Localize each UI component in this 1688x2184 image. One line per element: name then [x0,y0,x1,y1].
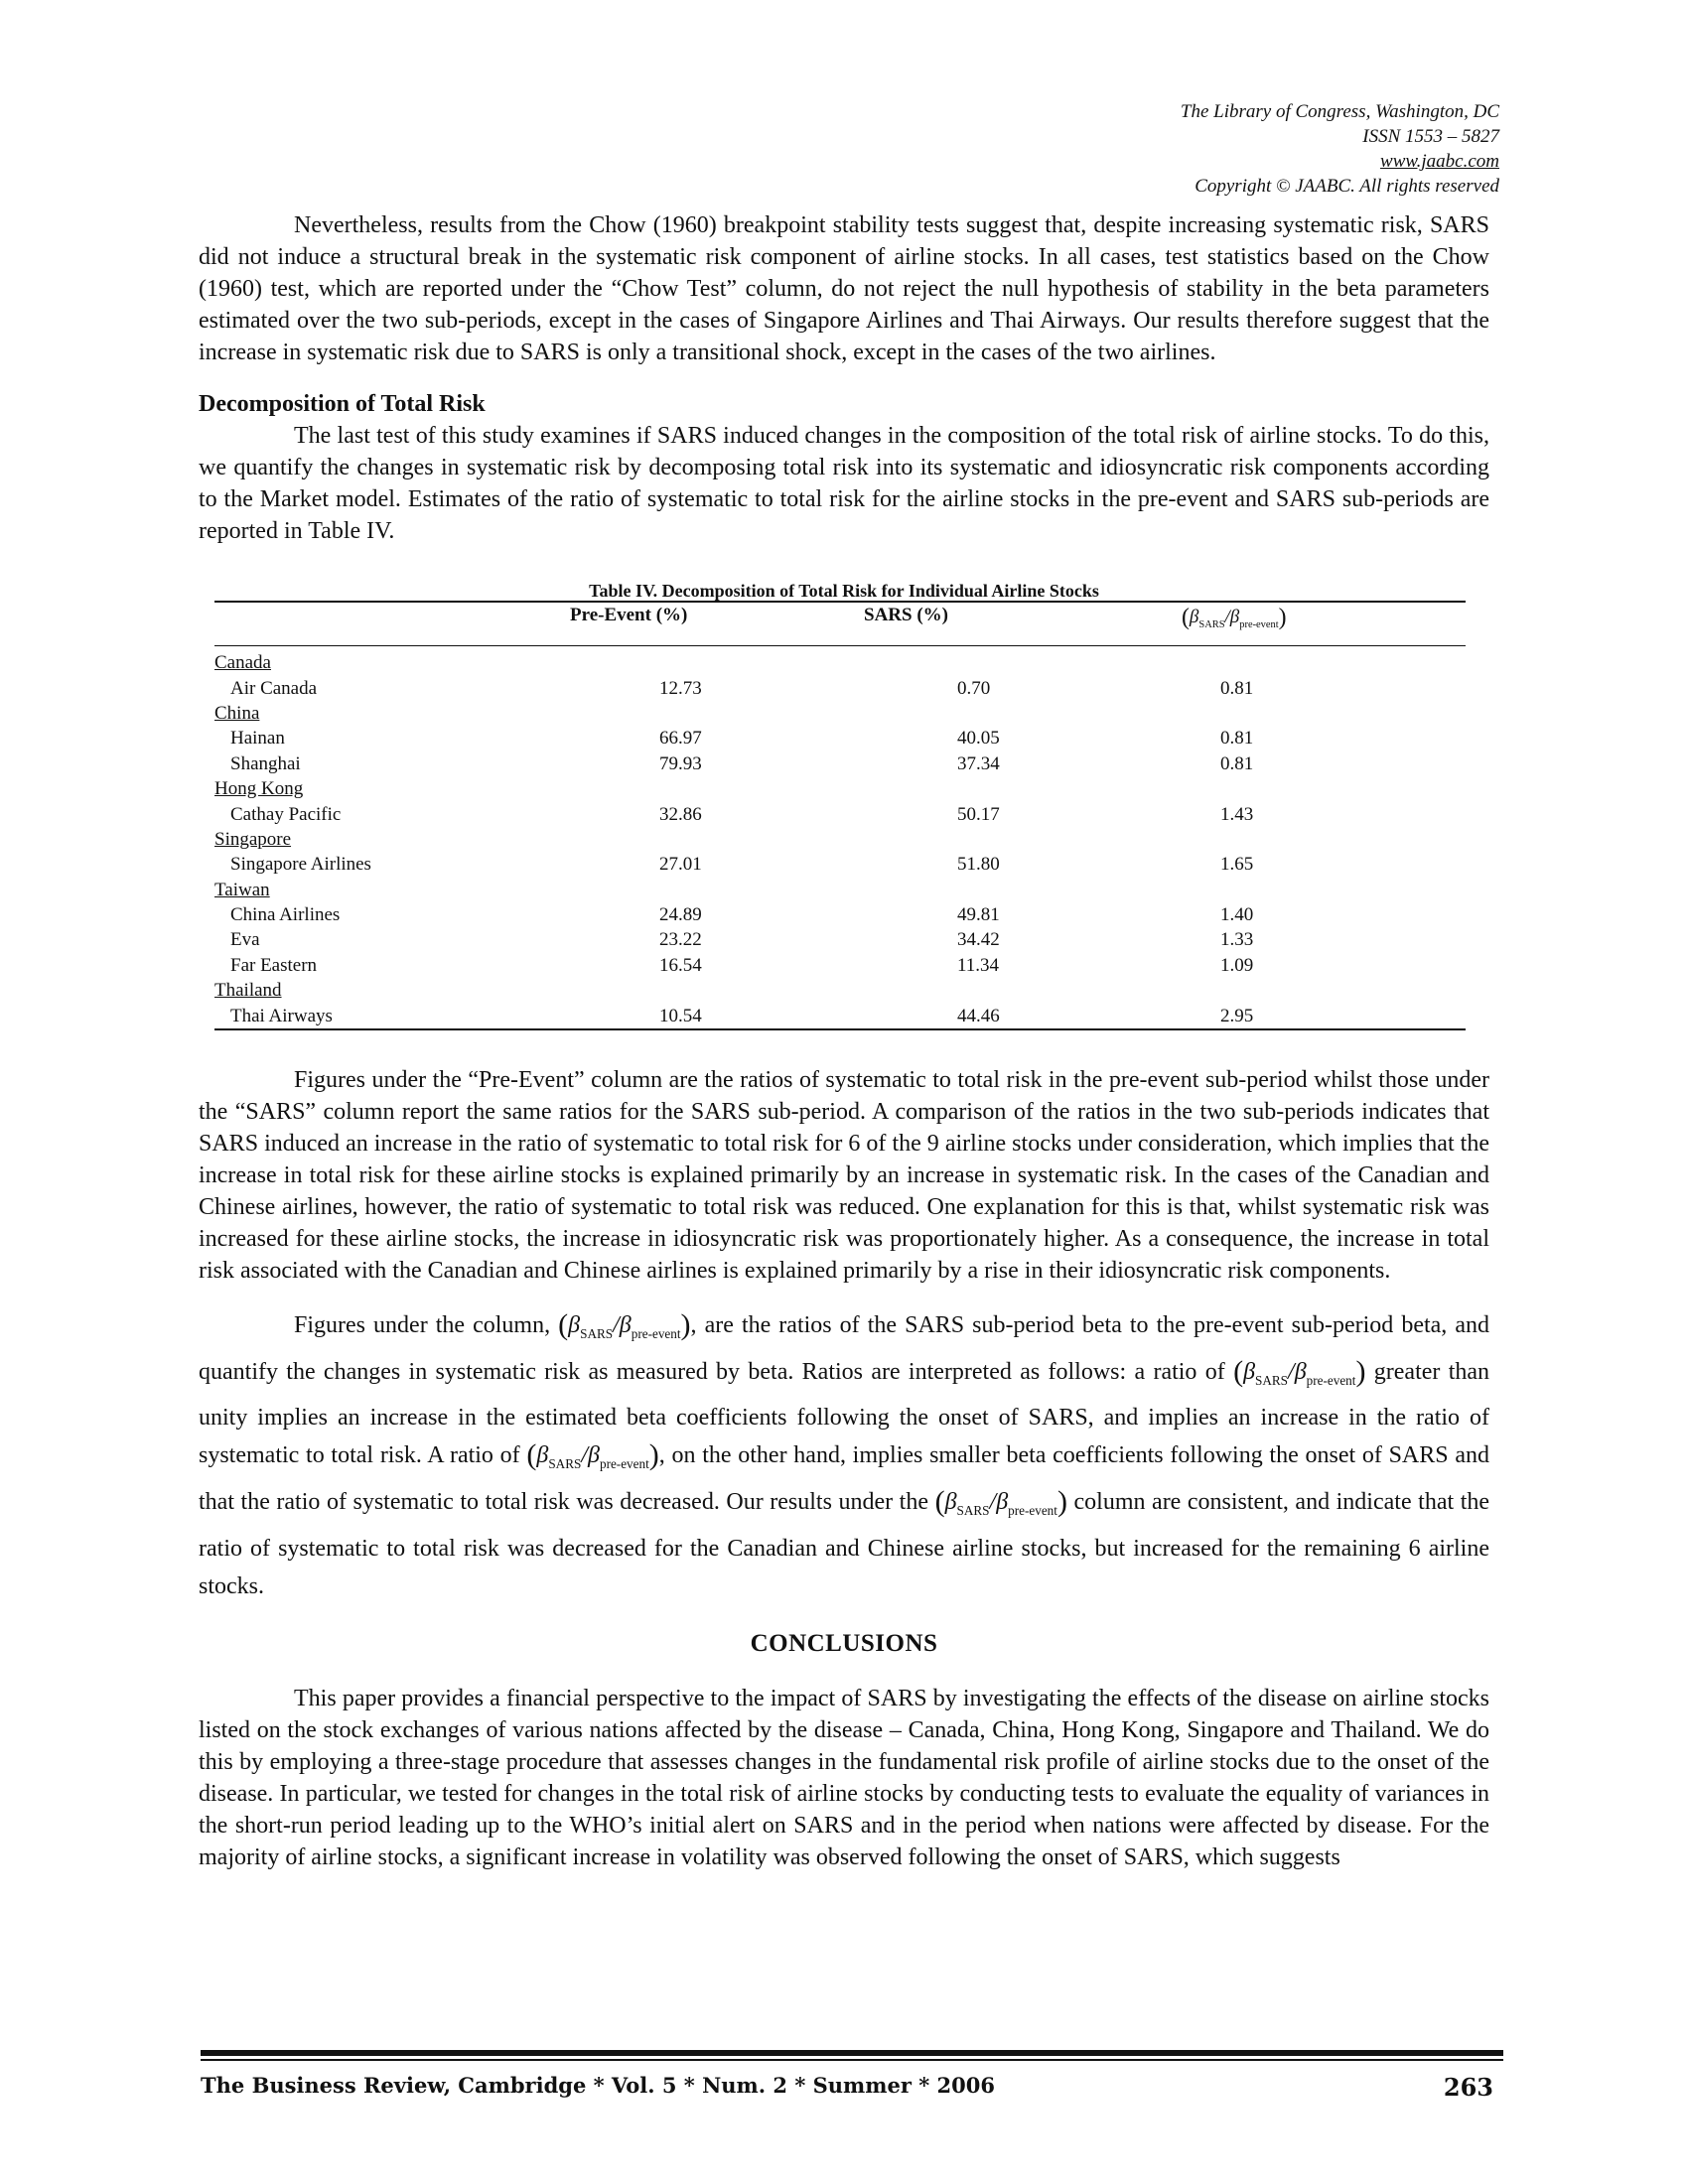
pre-event-value: 24.89 [659,904,702,926]
table-row [214,927,1466,952]
beta-ratio-value: 1.43 [1220,803,1254,825]
pre-event-value: 23.22 [659,929,702,951]
table-country-row [214,978,1466,1003]
airline-label: Far Eastern [230,954,318,976]
airline-label: Singapore Airlines [230,854,371,876]
sars-value: 51.80 [957,854,1000,876]
header-sars: SARS (%) [803,602,1113,646]
page-number: 263 [1443,2073,1493,2102]
paragraph-beta-ratios: Figures under the column, $(\beta_{SARS}/\beta_{pre-event})$, are the ratios of the SARS sub-period beta to the pre-event sub-period beta, and quantify the changes in systematic risk as measured by beta. Ratios are interpreted as follows: a ratio of $(\beta_{SARS}/\beta_{pre-event})$ greater than unity implies an increase in the estimated beta coefficients following the onset of SARS, and implies an increase in the ratio of systematic to total risk. A ratio of $(\beta_{SARS}/\beta_{pre-event})$, on the other hand, implies smaller beta coefficients following the onset of SARS and that the ratio of systematic to total risk was decreased. Our results under the $(\beta_{SARS}/\beta_{pre-event})$ column are consistent, and indicate that the ratio of systematic to total risk was decreased for the Canadian and Chinese airline stocks, but increased for the remaining 6 airline stocks. [199,1307,1490,1600]
pre-event-value: 10.54 [659,1005,702,1026]
country-label: Hong Kong [214,778,304,800]
beta-ratio-expression: $(\beta_{SARS}/\beta_{pre-event})$ [1233,1354,1366,1388]
header-website-link[interactable]: www.jaabc.com [1380,151,1499,172]
footer-rule-thin [201,2059,1503,2061]
pre-event-value: 12.73 [659,677,702,699]
table-caption: Table IV. Decomposition of Total Risk for Individual Airline Stocks [589,581,1099,601]
sars-value: 44.46 [957,1005,1000,1026]
table-country-row [214,646,1466,676]
paragraph-pre-event-ratios: Figures under the “Pre-Event” column are the ratios of systematic to total risk in the pre-event sub-period whilst those under the “SARS” column report the same ratios for the SARS sub-period. A comparison of the ratios in the two sub-periods indicates that SARS induced an increase in the ratio of systematic to total risk for 6 of the 9 airline stocks under consideration, which implies that the increase in total risk for these airline stocks is explained primarily by an increase in systematic risk. In the cases of the Canadian and Chinese airlines, however, the ratio of systematic to total risk was reduced. One explanation for this is that, whilst systematic risk was increased for these airline stocks, the increase in idiosyncratic risk was proportionately higher. As a consequence, the increase in total risk associated with the Canadian and Chinese airlines is explained primarily by a rise in their idiosyncratic risk components. [199,1066,1489,1284]
airline-label: Shanghai [230,752,301,774]
beta-ratio-expression: $(\beta_{SARS}/\beta_{pre-event})$ [526,1438,659,1472]
beta-ratio-value: 1.40 [1220,904,1254,926]
header-beta-ratio [1113,602,1466,646]
airline-label: Thai Airways [230,1005,333,1026]
sars-value: 11.34 [957,954,1000,976]
pre-event-value: 32.86 [659,803,702,825]
airline-label: Eva [230,929,260,951]
sars-value: 37.34 [957,752,1000,774]
table-row [214,852,1466,877]
beta-ratio-value: 0.81 [1220,752,1254,774]
footer-line [201,2073,1503,2102]
country-label: Canada [214,652,271,674]
page-footer [201,2050,1503,2102]
beta-ratio-value: 1.09 [1220,954,1254,976]
table-country-row [214,827,1466,852]
header-issn: ISSN 1553 – 5827 [1362,126,1499,147]
table-country-row [214,701,1466,726]
pre-event-value: 66.97 [659,728,702,750]
page-header [1181,99,1499,199]
table-body [214,646,1466,1029]
header-pre-event: Pre-Event (%) [514,602,803,646]
table-row [214,1003,1466,1028]
section-title-conclusions: CONCLUSIONS [750,1630,938,1658]
table-row [214,726,1466,751]
paragraph-conclusions: This paper provides a financial perspective to the impact of SARS by investigating the effects of the disease on airline stocks listed on the stock exchanges of various nations affected by the disease – Canada, China, Hong Kong, Singapore and Thailand. We do this by employing a three-stage procedure that assesses changes in the fundamental risk profile of airline stocks due to the onset of the disease. In particular, we tested for changes in the total risk of airline stocks by conducting tests to evaluate the equality of variances in the short-run period leading up to the WHO’s initial alert on SARS and in the period when nations were affected by disease. For the majority of airline stocks, a significant increase in volatility was observed following the onset of SARS, which suggests [199,1686,1489,1871]
paragraph-chow-test: Nevertheless, results from the Chow (1960) breakpoint stability tests suggest that, despite increasing systematic risk, SARS did not induce a structural break in the systematic risk component of airline stocks. In all cases, test statistics based on the Chow (1960) test, which are reported under the “Chow Test” column, do not reject the null hypothesis of stability in the beta parameters estimated over the two sub-periods, except in the cases of Singapore Airlines and Thai Airways. Our results therefore suggest that the increase in systematic risk due to SARS is only a transitional shock, except in the cases of the two airlines. [199,212,1489,365]
table-header-row [214,602,1466,646]
pre-event-value: 79.93 [659,752,702,774]
section-title-decomposition: Decomposition of Total Risk [199,391,486,417]
table-country-row [214,776,1466,801]
sars-value: 0.70 [957,677,991,699]
table-iv [199,581,1489,1030]
country-label: China [214,702,260,724]
sars-value: 49.81 [957,904,1000,926]
sars-value: 34.42 [957,929,1000,951]
airline-label: Cathay Pacific [230,803,342,825]
beta-ratio-value: 0.81 [1220,677,1254,699]
beta-ratio-expression: $(\beta_{SARS}/\beta_{pre-event})$ [558,1307,691,1341]
airline-label: Air Canada [230,677,318,699]
beta-ratio-expression: $(\beta_{SARS}/\beta_{pre-event})$ [934,1485,1067,1519]
footer-journal: The Business Review, Cambridge * Vol. 5 * Num. 2 * Summer * 2006 [201,2073,995,2098]
beta-ratio-expression: $(\beta_{SARS}/\beta_{pre-event})$ [1182,605,1287,630]
table-row [214,801,1466,826]
paragraph-decomposition: The last test of this study examines if SARS induced changes in the composition of the total risk of airline stocks. To do this, we quantify the changes in systematic risk by decomposing total risk into its systematic and idiosyncratic risk components according to the Market model. Estimates of the ratio of systematic to total risk for the airline stocks in the pre-event and SARS sub-periods are reported in Table IV. [199,423,1489,544]
country-label: Singapore [214,828,292,850]
footer-rule-thick [201,2050,1503,2056]
beta-ratio-value: 2.95 [1220,1005,1254,1026]
table-row [214,675,1466,700]
airline-label: Hainan [230,728,285,750]
risk-table [214,601,1466,1030]
main-content [199,209,1489,1873]
table-row [214,751,1466,776]
country-label: Taiwan [214,879,270,900]
sars-value: 50.17 [957,803,1000,825]
header-library: The Library of Congress, Washington, DC [1180,101,1499,122]
table-row [214,902,1466,927]
country-label: Thailand [214,980,282,1002]
airline-label: China Airlines [230,904,341,926]
table-row [214,953,1466,978]
pre-event-value: 27.01 [659,854,702,876]
beta-ratio-value: 1.65 [1220,854,1254,876]
pre-event-value: 16.54 [659,954,702,976]
beta-ratio-value: 1.33 [1220,929,1254,951]
beta-ratio-value: 0.81 [1220,728,1254,750]
table-country-row [214,878,1466,902]
header-empty [214,602,514,646]
header-copyright: Copyright © JAABC. All rights reserved [1195,176,1499,197]
sars-value: 40.05 [957,728,1000,750]
